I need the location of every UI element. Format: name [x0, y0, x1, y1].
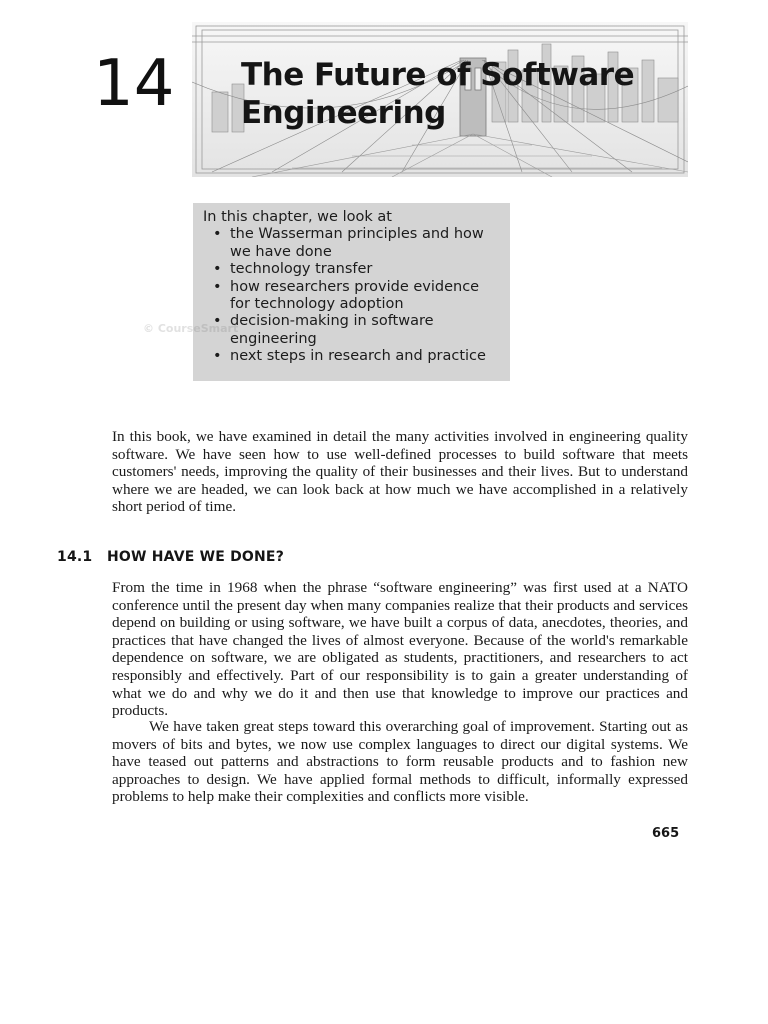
section-paragraph: From the time in 1968 when the phrase “software engineering” was first used at a NATO conference until the present day when many companies realize that their products and services depend on building or using software, we have built a corpus of data, anecdotes, theories, and practices that have changed the lives of almost everyone. Because of the world's remarkable dependence on software, we are obligated as students, practitioners, and researchers to act responsibly and effectively. Part of our responsibility is to gain a greater understanding of what we do and why we do it and then use that knowledge to improve our practices and products.: [112, 579, 688, 720]
objective-item: • how researchers provide evidence for technology adoption: [230, 279, 502, 314]
page-number: 665: [652, 826, 680, 841]
intro-paragraph: In this book, we have examined in detail the many activities involved in engineering quality software. We have seen how to use well-defined processes to build software that meets customers' needs, improving the quality of their businesses and their lives. But to understand where we are headed, we can look back at how much we have accomplished in a relatively short period of time.: [112, 428, 688, 516]
section-paragraph: We have taken great steps toward this overarching goal of improvement. Starting out as movers of bits and bytes, we now use complex languages to direct our digital systems. We have teased out patterns and abstractions to form reusable products and to fashion new approaches to design. We have applied formal methods to difficult, informally expressed problems to help make their complexities and conflicts more visible.: [112, 718, 688, 806]
objective-item: • decision-making in software engineering: [230, 313, 502, 348]
objectives-list: [203, 226, 502, 365]
objective-item: • next steps in research and practice: [230, 348, 502, 365]
section-number: 14.1: [57, 549, 93, 565]
objective-item: • the Wasserman principles and how we have done: [230, 226, 502, 261]
section-title: HOW HAVE WE DONE?: [107, 549, 285, 565]
chapter-number: 14: [93, 47, 175, 121]
section-heading: [57, 549, 284, 565]
objectives-intro: In this chapter, we look at: [203, 209, 392, 225]
objective-item: • technology transfer: [230, 261, 502, 278]
chapter-title: The Future of Software Engineering: [241, 57, 635, 131]
chapter-objectives-box: [193, 203, 510, 381]
watermark: © CourseSmart: [143, 322, 239, 335]
